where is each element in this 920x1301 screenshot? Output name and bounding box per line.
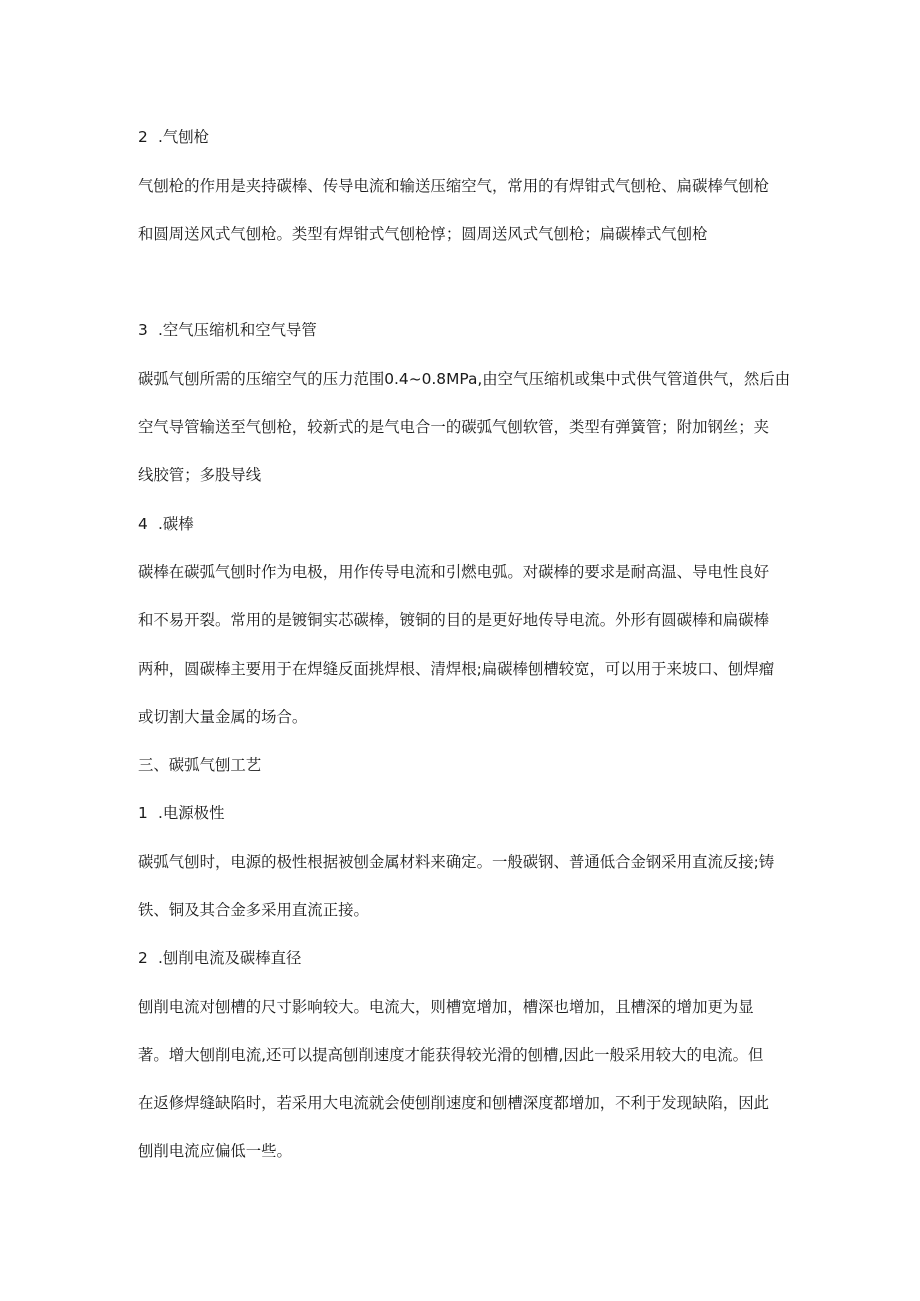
- section-heading-current-diameter: [138, 948, 301, 968]
- paragraph-line: 刨削电流应偏低一些。: [138, 1142, 292, 1160]
- paragraph-line: 铁、铜及其合金多采用直流正接。: [138, 901, 369, 919]
- section-heading-air-compressor: [138, 320, 317, 340]
- section-heading-polarity: [138, 803, 224, 823]
- paragraph-line: 线胶管；多股导线: [138, 466, 262, 484]
- paragraph-line: 两种，圆碳棒主要用于在焊缝反面挑焊根、清焊根;扁碳棒刨槽较宽，可以用于来坡口、刨焊瘤: [138, 660, 775, 678]
- section-heading-air-gouging-gun: [138, 127, 209, 147]
- chapter-heading-process: 三、碳弧气刨工艺: [138, 756, 262, 774]
- heading-number: 2: [138, 128, 148, 146]
- paragraph-line: 和圆周送风式气刨枪。类型有焊钳式气刨枪惇；圆周送风式气刨枪；扁碳棒式气刨枪: [138, 225, 708, 243]
- paragraph-line: 空气导管输送至气刨枪，较新式的是气电合一的碳弧气刨软管，类型有弹簧管；附加钢丝；夹: [138, 418, 770, 436]
- heading-text: .气刨枪: [158, 128, 210, 146]
- heading-text: .空气压缩机和空气导管: [158, 321, 317, 339]
- heading-number: 3: [138, 321, 148, 339]
- paragraph-line: 碳弧气刨时，电源的极性根据被刨金属材料来确定。一般碳钢、普通低合金钢采用直流反接;铸: [138, 853, 775, 871]
- heading-text: .碳棒: [158, 515, 194, 533]
- paragraph-line: 或切割大量金属的场合。: [138, 708, 308, 726]
- heading-number: 2: [138, 949, 148, 967]
- paragraph-line: 著。增大刨削电流,还可以提高刨削速度才能获得较光滑的刨槽,因此一般采用较大的电流。但: [138, 1046, 764, 1064]
- paragraph-line: 和不易开裂。常用的是镀铜实芯碳棒，镀铜的目的是更好地传导电流。外形有圆碳棒和扁碳棒: [138, 611, 770, 629]
- heading-number: 1: [138, 804, 148, 822]
- paragraph-line: 碳棒在碳弧气刨时作为电极，用作传导电流和引燃电弧。对碳棒的要求是耐高温、导电性良好: [138, 563, 770, 581]
- paragraph-line: 刨削电流对刨槽的尺寸影响较大。电流大，则槽宽增加，槽深也增加，且槽深的增加更为显: [138, 998, 754, 1016]
- section-heading-carbon-rod: [138, 514, 194, 534]
- heading-number: 4: [138, 515, 148, 533]
- heading-text: .电源极性: [158, 804, 225, 822]
- heading-text: .刨削电流及碳棒直径: [158, 949, 302, 967]
- paragraph-line: 在返修焊缝缺陷时，若采用大电流就会使刨削速度和刨槽深度都增加，不利于发现缺陷，因此: [138, 1094, 770, 1112]
- paragraph-line: 气刨枪的作用是夹持碳棒、传导电流和输送压缩空气，常用的有焊钳式气刨枪、扁碳棒气刨枪: [138, 177, 770, 195]
- paragraph-line: 碳弧气刨所需的压缩空气的压力范围0.4~0.8MPa,由空气压缩机或集中式供气管道供气，然后由: [138, 370, 791, 388]
